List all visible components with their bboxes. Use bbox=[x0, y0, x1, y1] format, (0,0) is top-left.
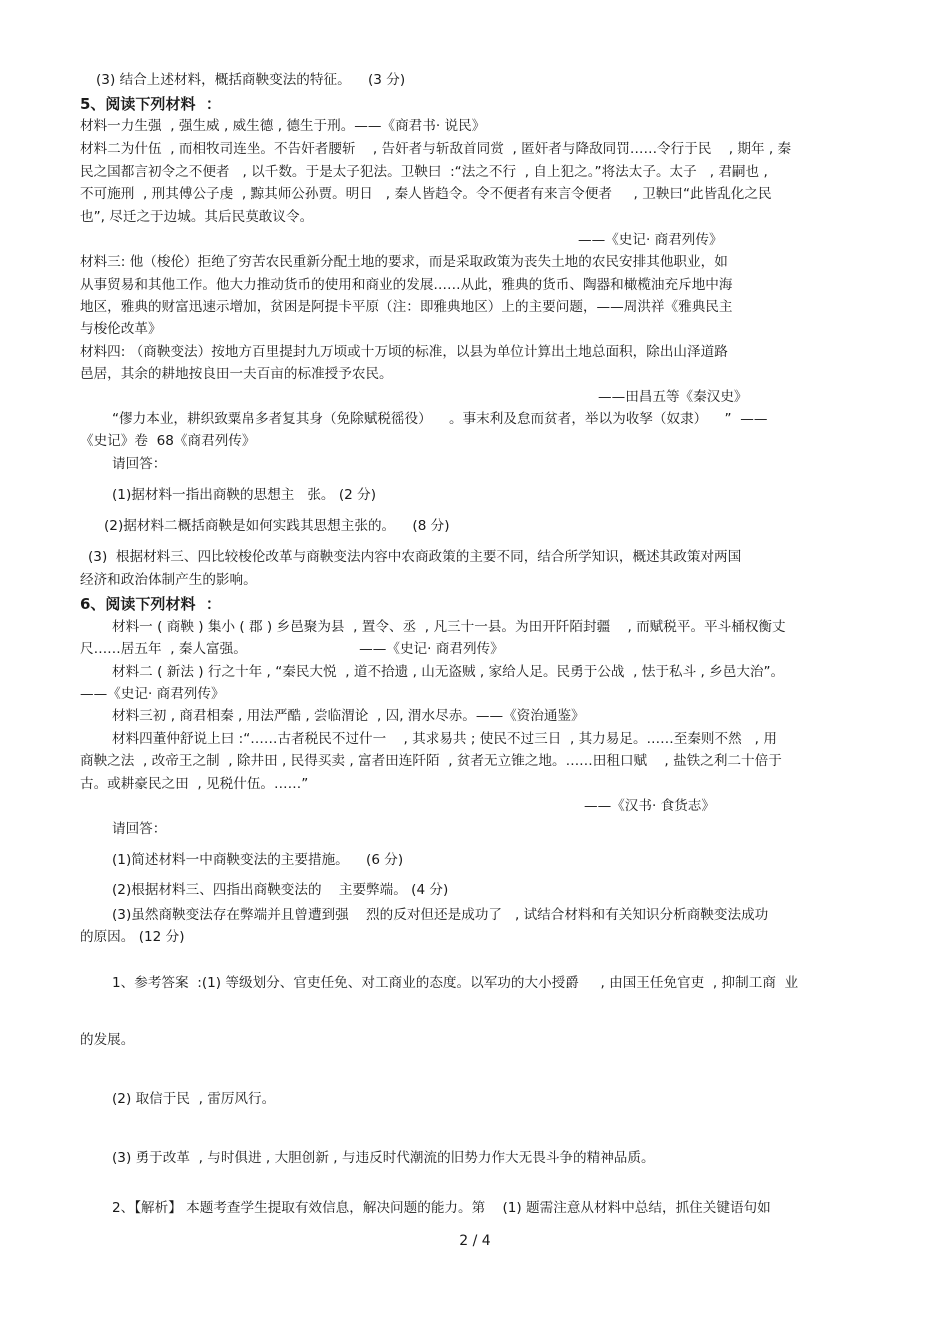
text-line: (1)据材料一指出商鞅的思想主 张。 (2 分) bbox=[112, 487, 377, 503]
text-line: ——田昌五等《秦汉史》 bbox=[598, 389, 748, 405]
text-line: 1、参考答案 :(1) 等级划分、官吏任免、对工商业的态度。以军功的大小授爵 , 由国王任免官吏 , 抑制工商 业 bbox=[112, 975, 799, 991]
text-line: 材料四: （商鞅变法）按地方百里提封九万顷或十万顷的标准，以县为单位计算出土地总面积，除出山泽道路 bbox=[80, 344, 728, 360]
text-line: (2)根据材料三、四指出商鞅变法的 主要弊端。 (4 分) bbox=[112, 882, 449, 898]
text-line: 材料三初 , 商君相秦 , 用法严酷 , 尝临渭论 , 囚, 渭水尽赤。——《资治通鉴》 bbox=[112, 708, 585, 724]
text-line: (3) 结合上述材料，概括商鞅变法的特征。 (3 分) bbox=[96, 72, 406, 88]
text-line: 从事贸易和其他工作。他大力推动货币的使用和商业的发展……从此，雅典的货币、陶器和橄榄油充斥地中海 bbox=[80, 277, 733, 293]
text-line: 材料二为什伍 , 而相牧司连坐。不告奸者腰斩 , 告奸者与斩敌首同赏 , 匿奸者与降敌同罚……令行于民 , 期年 , 秦 bbox=[80, 141, 792, 157]
text-line: 民之国都言初令之不便者 , 以千数。于是太子犯法。卫鞅曰 :“法之不行 , 自上犯之。”将法太子。太子 , 君嗣也 , bbox=[80, 164, 768, 180]
text-line: (1)简述材料一中商鞅变法的主要措施。 (6 分) bbox=[112, 852, 404, 868]
section-heading: 6、阅读下列材料 ： bbox=[80, 595, 221, 613]
text-line: “僇力本业，耕织致粟帛多者复其身（免除赋税徭役） 。事末利及怠而贫者，举以为收孥（奴隶） ” —— bbox=[112, 411, 768, 427]
text-line: 材料四董仲舒说上曰 :“……古者税民不过什一 , 其求易共 ; 使民不过三日 , 其力易足。……至秦则不然 , 用 bbox=[112, 731, 777, 747]
text-line: 材料一 ( 商鞅 ) 集小 ( 郡 ) 乡邑聚为县 , 置令、丞 , 凡三十一县。为田开阡陌封疆 , 而赋税平。平斗桶权衡丈 bbox=[112, 619, 786, 635]
text-line: ——《汉书· 食货志》 bbox=[584, 798, 715, 814]
text-line: 不可施刑 , 刑其傅公子虔 , 黥其师公孙贾。明日 , 秦人皆趋令。令不便者有来言令便者 , 卫鞅曰“此皆乱化之民 bbox=[80, 186, 772, 202]
text-line: 材料三: 他（梭伦）拒绝了穷苦农民重新分配土地的要求，而是采取政策为丧失土地的农民安排其他职业，如 bbox=[80, 254, 728, 270]
text-line: 经济和政治体制产生的影响。 bbox=[80, 572, 257, 588]
text-line: 古。或耕豪民之田 , 见税什伍。……” bbox=[80, 776, 309, 792]
text-line: 材料一力生强 , 强生威 , 威生德 , 德生于刑。——《商君书· 说民》 bbox=[80, 118, 486, 134]
text-line: (2) 取信于民 , 雷厉风行。 bbox=[112, 1091, 276, 1107]
text-line: ——《史记· 商君列传》 bbox=[80, 686, 225, 702]
text-line: 的原因。 (12 分) bbox=[80, 929, 185, 945]
text-line: 材料二 ( 新法 ) 行之十年 , “秦民大悦 , 道不拾遗 , 山无盗贼 , 家给人足。民勇于公战 , 怯于私斗 , 乡邑大治”。 bbox=[112, 664, 785, 680]
text-line: 地区，雅典的财富迅速示增加，贫困是阿提卡平原（注：即雅典地区）上的主要问题，——周洪祥《雅典民主 bbox=[80, 299, 733, 315]
text-line: 请回答： bbox=[112, 821, 167, 837]
text-line: 商鞅之法 , 改帝王之制 , 除井田 , 民得买卖 , 富者田连阡陌 , 贫者无立锥之地。……田租口赋 , 盐铁之利二十倍于 bbox=[80, 753, 782, 769]
text-line: 尺……居五年 , 秦人富强。 ——《史记· 商君列传》 bbox=[80, 641, 504, 657]
text-line: (3) 根据材料三、四比较梭伦改革与商鞅变法内容中农商政策的主要不同，结合所学知识，概述其政策对两国 bbox=[88, 549, 742, 565]
text-line: ——《史记· 商君列传》 bbox=[578, 232, 723, 248]
text-line: (3) 勇于改革 , 与时俱进 , 大胆创新 , 与违反时代潮流的旧势力作大无畏斗争的精神品质。 bbox=[112, 1150, 655, 1166]
text-line: 的发展。 bbox=[80, 1032, 135, 1048]
page-number: 2 / 4 bbox=[459, 1233, 491, 1249]
text-line: 邑居，其余的耕地按良田一夫百亩的标准授予农民。 bbox=[80, 366, 393, 382]
text-line: 《史记》卷 68《商君列传》 bbox=[80, 433, 256, 449]
text-line: 请回答： bbox=[112, 456, 167, 472]
text-line: 也”, 尽迁之于边城。其后民莫敢议令。 bbox=[80, 209, 314, 225]
section-heading: 5、阅读下列材料 ： bbox=[80, 95, 221, 113]
text-line: (2)据材料二概括商鞅是如何实践其思想主张的。 (8 分) bbox=[104, 518, 450, 534]
text-line: 2、【解析】 本题考查学生提取有效信息，解决问题的能力。第 (1) 题需注意从材料中总结，抓住关键语句如 bbox=[112, 1200, 771, 1216]
text-line: (3)虽然商鞅变法存在弊端并且曾遭到强 烈的反对但还是成功了 , 试结合材料和有关知识分析商鞅变法成功 bbox=[112, 907, 769, 923]
text-line: 与梭伦改革》 bbox=[80, 321, 162, 337]
